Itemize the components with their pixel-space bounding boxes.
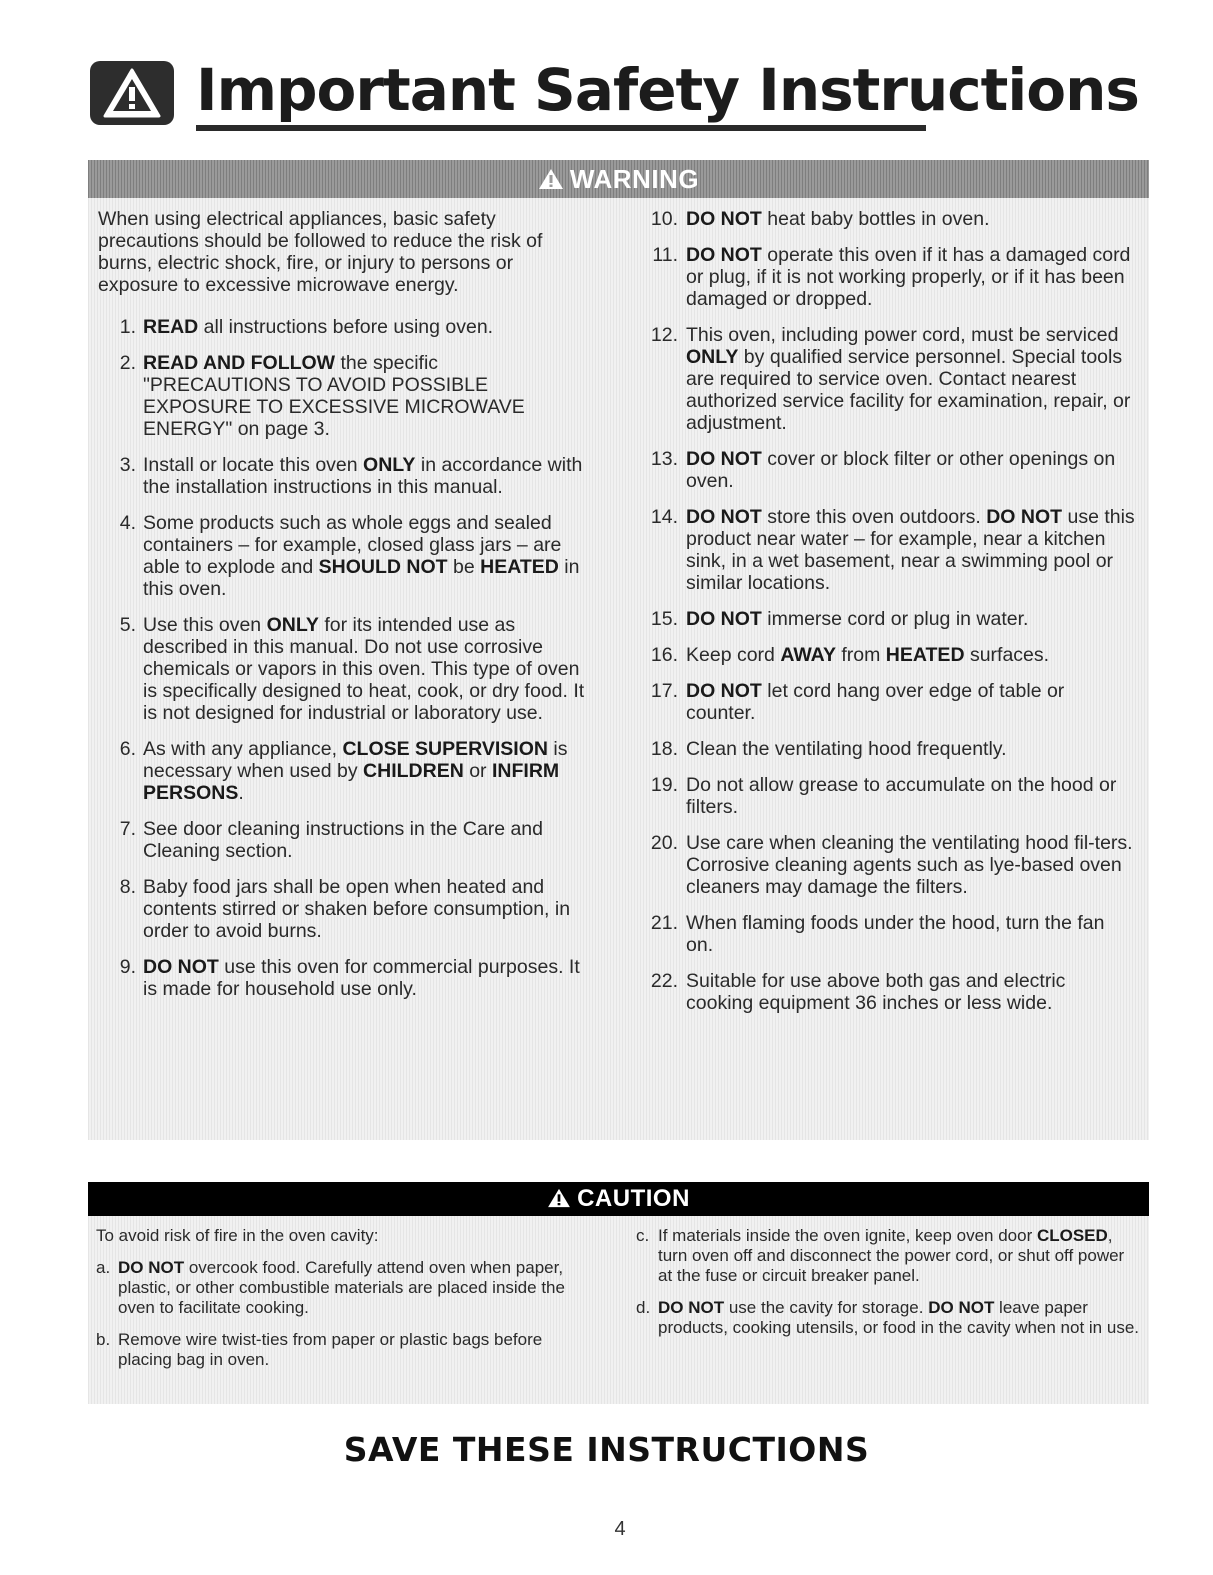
list-item xyxy=(636,244,1136,310)
item-number: 8. xyxy=(119,876,136,898)
list-item xyxy=(636,970,1136,1014)
emphasis-text: DO NOT xyxy=(686,506,762,528)
item-text: immerse cord or plug in water. xyxy=(761,608,1029,630)
item-text: Clean the ventilating hood frequently. xyxy=(686,738,1007,760)
item-number: 2. xyxy=(119,352,136,374)
emphasis-text: HEATED xyxy=(885,644,965,666)
item-number: 16. xyxy=(650,644,678,666)
item-text: use the cavity for storage. xyxy=(724,1298,929,1317)
item-number: 19. xyxy=(650,774,678,796)
emphasis-text: HEATED xyxy=(480,556,559,578)
item-text: let cord hang over edge of table or counter. xyxy=(686,680,1065,724)
emphasis-text: INFIRM PERSONS xyxy=(143,760,560,804)
warning-right-column xyxy=(636,208,1136,1028)
item-text: This oven, including power cord, must be serviced xyxy=(686,324,1119,346)
item-number: 18. xyxy=(650,738,678,760)
caution-panel xyxy=(88,1182,1149,1404)
emphasis-text: ONLY xyxy=(363,454,416,476)
item-number: a. xyxy=(96,1258,111,1277)
list-item xyxy=(636,680,1136,724)
item-text: the specific "PRECAUTIONS TO AVOID POSSIBLE EXPOSURE TO EXCESSIVE MICROWAVE ENERGY" on page 3. xyxy=(143,352,525,440)
item-number: 21. xyxy=(650,912,678,934)
caution-list-right xyxy=(636,1226,1141,1338)
item-text: in accordance with the installation instructions in this manual. xyxy=(143,454,583,498)
list-item xyxy=(636,1298,1141,1338)
item-text: surfaces. xyxy=(964,644,1050,666)
item-number: 10. xyxy=(650,208,678,230)
emphasis-text: DO NOT xyxy=(686,680,762,702)
item-number: 15. xyxy=(650,608,678,630)
list-item xyxy=(636,1226,1141,1286)
item-text: , turn oven off and disconnect the power cord, or shut off power at the fuse or circuit breaker panel. xyxy=(658,1226,1125,1285)
list-item xyxy=(98,352,588,440)
warning-triangle-icon xyxy=(547,1188,571,1213)
item-text: for its intended use as described in this manual. Do not use corrosive chemicals or vapors in this oven. This type of oven is specifically designed to heat, cook, or dry food. It is not designed for industrial or laboratory use. xyxy=(143,614,585,724)
emphasis-text: DO NOT xyxy=(658,1298,725,1317)
item-text: Use care when cleaning the ventilating hood fil-ters. Corrosive cleaning agents such as lye-based oven cleaners may damage the filters. xyxy=(686,832,1133,898)
caution-intro: To avoid risk of fire in the oven cavity: xyxy=(96,1226,379,1245)
emphasis-text: DO NOT xyxy=(686,608,762,630)
list-item xyxy=(98,614,588,724)
list-item xyxy=(636,774,1136,818)
item-text: . xyxy=(238,782,244,804)
item-text: from xyxy=(835,644,886,666)
item-text: store this oven outdoors. xyxy=(761,506,987,528)
item-text: in this oven. xyxy=(143,556,580,600)
item-text: Use this oven xyxy=(143,614,267,636)
item-text: is necessary when used by xyxy=(143,738,568,782)
list-item xyxy=(98,818,588,862)
list-item xyxy=(636,324,1136,434)
emphasis-text: DO NOT xyxy=(928,1298,995,1317)
list-item xyxy=(636,208,1136,230)
item-number: 17. xyxy=(650,680,678,702)
item-number: 12. xyxy=(650,324,678,346)
item-number: 9. xyxy=(119,956,136,978)
list-item xyxy=(98,738,588,804)
item-number: 22. xyxy=(650,970,678,992)
item-text: If materials inside the oven ignite, keep oven door xyxy=(658,1226,1037,1245)
list-item xyxy=(636,448,1136,492)
item-text: use this oven for commercial purposes. It is made for household use only. xyxy=(143,956,580,1000)
item-text: Keep cord xyxy=(686,644,781,666)
warning-header-bar xyxy=(88,160,1149,198)
warning-triangle-icon xyxy=(90,61,174,125)
emphasis-text: DO NOT xyxy=(143,956,219,978)
item-number: 13. xyxy=(650,448,678,470)
emphasis-text: DO NOT xyxy=(686,244,762,266)
item-text: or xyxy=(463,760,492,782)
item-text: be xyxy=(447,556,481,578)
caution-list-left xyxy=(96,1258,596,1370)
emphasis-text: CLOSED xyxy=(1036,1226,1108,1245)
item-number: 4. xyxy=(119,512,136,534)
item-text: Baby food jars shall be open when heated and contents stirred or shaken before consumption, in order to avoid burns. xyxy=(143,876,571,942)
emphasis-text: DO NOT xyxy=(686,448,762,470)
item-text: cover or block filter or other openings on oven. xyxy=(686,448,1116,492)
item-number: 3. xyxy=(119,454,136,476)
emphasis-text: READ xyxy=(143,316,199,338)
list-item xyxy=(636,506,1136,594)
item-number: b. xyxy=(96,1330,111,1349)
emphasis-text: CHILDREN xyxy=(363,760,464,782)
emphasis-text: READ AND FOLLOW xyxy=(143,352,336,374)
list-item xyxy=(96,1258,596,1318)
list-item xyxy=(98,512,588,600)
warning-list-right xyxy=(636,208,1136,1014)
item-text: When flaming foods under the hood, turn the fan on. xyxy=(686,912,1105,956)
page-header xyxy=(88,55,1139,135)
warning-title: WARNING xyxy=(569,164,700,194)
caution-right-column xyxy=(636,1226,1141,1350)
list-item xyxy=(98,454,588,498)
item-number: 1. xyxy=(119,316,136,338)
item-text: See door cleaning instructions in the Care and Cleaning section. xyxy=(143,818,543,862)
page-number: 4 xyxy=(614,1518,626,1540)
caution-header-bar xyxy=(88,1182,1149,1216)
list-item xyxy=(636,644,1136,666)
list-item xyxy=(636,738,1136,760)
list-item xyxy=(636,608,1136,630)
item-text: Some products such as whole eggs and sealed containers – for example, closed glass jars – are able to explode and xyxy=(143,512,562,578)
page-title: Important Safety Instructions xyxy=(196,56,1139,124)
item-text: Remove wire twist-ties from paper or plastic bags before placing bag in oven. xyxy=(118,1330,543,1369)
item-text: Suitable for use above both gas and electric cooking equipment 36 inches or less wide. xyxy=(686,970,1066,1014)
item-text: use this product near water – for example, near a kitchen sink, in a wet basement, near a swimming pool or similar locations. xyxy=(686,506,1135,594)
emphasis-text: DO NOT xyxy=(686,208,762,230)
item-text: heat baby bottles in oven. xyxy=(761,208,990,230)
emphasis-text: CLOSE SUPERVISION xyxy=(342,738,548,760)
warning-panel xyxy=(88,160,1149,1140)
save-instructions-heading: SAVE THESE INSTRUCTIONS xyxy=(343,1430,870,1469)
emphasis-text: DO NOT xyxy=(118,1258,185,1277)
item-text: Do not allow grease to accumulate on the hood or filters. xyxy=(686,774,1117,818)
list-item xyxy=(98,316,588,338)
caution-left-column xyxy=(96,1226,596,1382)
emphasis-text: AWAY xyxy=(780,644,836,666)
list-item xyxy=(96,1330,596,1370)
item-number: 20. xyxy=(650,832,678,854)
emphasis-text: SHOULD NOT xyxy=(318,556,448,578)
item-text: overcook food. Carefully attend oven when paper, plastic, or other combustible materials are placed inside the oven to facilitate cooking. xyxy=(118,1258,565,1317)
item-number: c. xyxy=(636,1226,650,1245)
warning-intro: When using electrical appliances, basic safety precautions should be followed to reduce the risk of burns, electric shock, fire, or injury to persons or exposure to excessive microwave energy. xyxy=(98,208,543,296)
emphasis-text: DO NOT xyxy=(986,506,1063,528)
list-item xyxy=(636,912,1136,956)
warning-left-column xyxy=(98,208,588,1014)
list-item xyxy=(98,956,588,1000)
title-underline xyxy=(196,125,926,131)
item-text: As with any appliance, xyxy=(143,738,343,760)
emphasis-text: ONLY xyxy=(266,614,319,636)
item-number: 6. xyxy=(119,738,136,760)
caution-title: CAUTION xyxy=(577,1185,690,1212)
warning-list-left xyxy=(98,316,588,1000)
item-number: 11. xyxy=(652,244,678,266)
item-text: leave paper products, cooking utensils, or food in the cavity when not in use. xyxy=(658,1298,1139,1337)
item-text: operate this oven if it has a damaged cord or plug, if it is not working properly, or if it has been damaged or dropped. xyxy=(686,244,1131,310)
item-number: 7. xyxy=(119,818,136,840)
list-item xyxy=(636,832,1136,898)
item-text: all instructions before using oven. xyxy=(198,316,494,338)
warning-triangle-icon xyxy=(538,168,564,195)
item-text: Install or locate this oven xyxy=(143,454,364,476)
item-number: 14. xyxy=(650,506,678,528)
item-number: d. xyxy=(636,1298,651,1317)
item-text: by qualified service personnel. Special tools are required to service oven. Contact nearest authorized service facility for examination, repair, or adjustment. xyxy=(686,346,1131,434)
list-item xyxy=(98,876,588,942)
item-number: 5. xyxy=(119,614,136,636)
emphasis-text: ONLY xyxy=(686,346,739,368)
